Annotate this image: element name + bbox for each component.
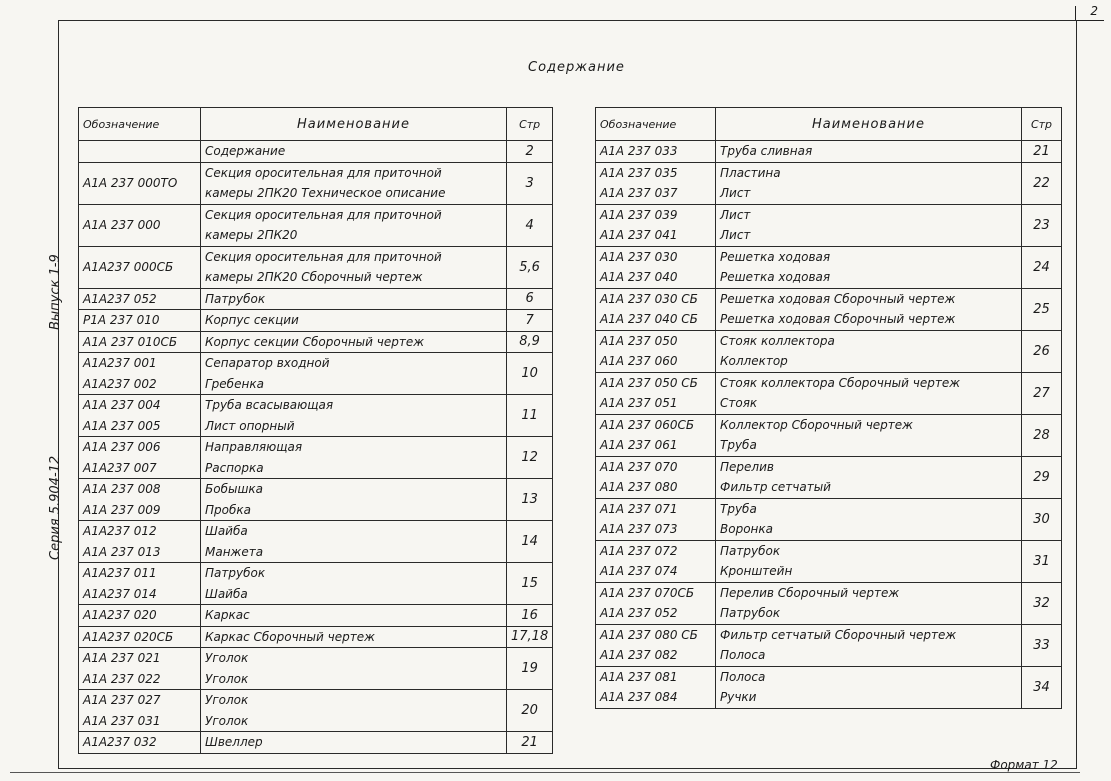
table-row bbox=[79, 246, 553, 288]
row-name: Уголок bbox=[205, 671, 249, 686]
row-page: 4 bbox=[507, 204, 553, 246]
row-code: A1A 237 082 bbox=[600, 648, 678, 662]
row-name: Перелив bbox=[720, 459, 774, 474]
frame-bottom-line bbox=[10, 772, 1080, 773]
row-code: A1A 237 080 bbox=[600, 480, 678, 494]
row-name-cell bbox=[201, 437, 507, 479]
row-page: 3 bbox=[507, 162, 553, 204]
row-page: 29 bbox=[1022, 456, 1062, 498]
row-page: 26 bbox=[1022, 330, 1062, 372]
row-name: Патрубок bbox=[205, 566, 266, 580]
table-row bbox=[596, 666, 1062, 708]
table-row bbox=[79, 141, 553, 163]
row-page: 21 bbox=[507, 732, 553, 754]
row-code: A1A 237 021 bbox=[83, 651, 161, 665]
row-code: A1A237 014 bbox=[83, 586, 157, 601]
table-row bbox=[79, 288, 553, 310]
table-row bbox=[596, 624, 1062, 666]
table-row bbox=[596, 414, 1062, 456]
row-code-cell bbox=[596, 414, 716, 456]
row-code-cell bbox=[596, 246, 716, 288]
row-name: камеры 2ПК20 bbox=[205, 228, 298, 242]
row-code: A1A 237 073 bbox=[600, 522, 678, 536]
row-code: A1A 237 004 bbox=[83, 398, 161, 412]
table-row bbox=[596, 330, 1062, 372]
row-code: A1A 237 081 bbox=[600, 669, 678, 684]
row-name: Пластина bbox=[720, 165, 781, 180]
row-code-cell bbox=[79, 521, 201, 563]
row-name: Уголок bbox=[205, 713, 249, 728]
row-name: Решетка ходовая Сборочный чертеж bbox=[720, 291, 956, 306]
row-code: A1A 237 000ТО bbox=[83, 175, 178, 190]
row-name: Кронштейн bbox=[720, 564, 793, 578]
row-code: A1A237 000СБ bbox=[83, 259, 174, 274]
row-page: 25 bbox=[1022, 288, 1062, 330]
table-row bbox=[79, 310, 553, 332]
row-name-cell bbox=[201, 353, 507, 395]
page-number: 2 bbox=[1090, 4, 1098, 18]
table-row bbox=[596, 498, 1062, 540]
row-name-cell bbox=[716, 414, 1022, 456]
row-code-cell bbox=[79, 732, 201, 754]
contents-table-right bbox=[595, 107, 1062, 709]
right-table-body bbox=[596, 141, 1062, 709]
row-name: Стояк коллектора Сборочный чертеж bbox=[720, 375, 961, 390]
row-name-cell bbox=[201, 626, 507, 648]
row-name: Каркас bbox=[205, 608, 250, 622]
row-code-cell bbox=[596, 141, 716, 163]
table-row bbox=[596, 141, 1062, 163]
row-page: 24 bbox=[1022, 246, 1062, 288]
row-name: Лист bbox=[720, 228, 751, 242]
row-code-cell bbox=[596, 582, 716, 624]
table-row bbox=[79, 479, 553, 521]
row-name: камеры 2ПК20 Сборочный чертеж bbox=[205, 270, 423, 284]
row-code: P1A 237 010 bbox=[83, 313, 160, 327]
contents-table-left bbox=[78, 107, 553, 754]
row-code: A1A 237 040 bbox=[600, 270, 678, 284]
row-code-cell bbox=[596, 624, 716, 666]
row-code: A1A237 032 bbox=[83, 735, 157, 749]
row-code: A1A237 020 bbox=[83, 608, 157, 622]
row-name: Полоса bbox=[720, 648, 766, 662]
table-row bbox=[596, 582, 1062, 624]
row-code-cell bbox=[79, 563, 201, 605]
page-title: Содержание bbox=[528, 60, 625, 75]
row-name: Лист bbox=[720, 186, 751, 200]
row-code-cell bbox=[79, 204, 201, 246]
row-code: A1A 237 041 bbox=[600, 228, 678, 242]
row-code-cell bbox=[596, 456, 716, 498]
row-name: Манжета bbox=[205, 544, 264, 559]
row-name: Швеллер bbox=[205, 735, 263, 749]
row-name-cell bbox=[201, 648, 507, 690]
row-code: A1A 237 027 bbox=[83, 693, 161, 707]
table-row bbox=[596, 246, 1062, 288]
row-name-cell bbox=[716, 204, 1022, 246]
row-page: 16 bbox=[507, 605, 553, 627]
row-name: Труба bbox=[720, 438, 757, 452]
row-name: Полоса bbox=[720, 669, 766, 684]
table-row bbox=[79, 521, 553, 563]
row-name: Содержание bbox=[205, 144, 286, 158]
header-name: Наименование bbox=[716, 108, 1022, 141]
row-name-cell bbox=[201, 141, 507, 163]
row-name: Шайба bbox=[205, 586, 248, 601]
row-name-cell bbox=[716, 141, 1022, 163]
row-name: Труба всасывающая bbox=[205, 398, 334, 412]
row-code: A1A237 052 bbox=[83, 291, 157, 306]
table-row bbox=[596, 540, 1062, 582]
row-name-cell bbox=[201, 204, 507, 246]
row-code-cell bbox=[596, 162, 716, 204]
row-code-cell bbox=[79, 437, 201, 479]
row-page: 15 bbox=[507, 563, 553, 605]
table-header bbox=[596, 108, 1062, 141]
row-code: A1A237 002 bbox=[83, 376, 157, 391]
row-name-cell bbox=[716, 582, 1022, 624]
row-name: Уголок bbox=[205, 693, 249, 707]
row-name: Сепаратор входной bbox=[205, 356, 330, 370]
row-code-cell bbox=[596, 540, 716, 582]
row-name: Перелив Сборочный чертеж bbox=[720, 585, 900, 600]
row-code-cell bbox=[79, 246, 201, 288]
row-code-cell bbox=[79, 310, 201, 332]
row-page: 12 bbox=[507, 437, 553, 479]
row-name: Фильтр сетчатый Сборочный чертеж bbox=[720, 627, 957, 642]
row-code-cell bbox=[596, 666, 716, 708]
row-name-cell bbox=[201, 162, 507, 204]
row-name-cell bbox=[201, 732, 507, 754]
table-row bbox=[79, 690, 553, 732]
row-name: Труба bbox=[720, 501, 757, 516]
row-code: A1A 237 000 bbox=[83, 217, 161, 232]
table-row bbox=[79, 563, 553, 605]
row-name: Лист опорный bbox=[205, 418, 295, 433]
row-name-cell bbox=[201, 690, 507, 732]
table-row bbox=[79, 626, 553, 648]
row-name: Патрубок bbox=[720, 543, 781, 558]
row-name: Коллектор Сборочный чертеж bbox=[720, 417, 913, 432]
table-row bbox=[596, 204, 1062, 246]
row-code: A1A 237 051 bbox=[600, 396, 678, 410]
row-name: Фильтр сетчатый bbox=[720, 480, 831, 494]
row-code-cell bbox=[79, 353, 201, 395]
row-code: A1A 237 084 bbox=[600, 690, 678, 704]
row-name: Патрубок bbox=[720, 606, 781, 620]
row-name: Воронка bbox=[720, 522, 773, 536]
row-page: 10 bbox=[507, 353, 553, 395]
row-page: 19 bbox=[507, 648, 553, 690]
row-page: 17,18 bbox=[507, 626, 553, 648]
table-row bbox=[596, 456, 1062, 498]
row-code: A1A 237 074 bbox=[600, 564, 678, 578]
row-name-cell bbox=[201, 521, 507, 563]
row-code-cell bbox=[596, 204, 716, 246]
table-row bbox=[79, 732, 553, 754]
row-name-cell bbox=[716, 624, 1022, 666]
row-name: Секция оросительная для приточной bbox=[205, 207, 442, 222]
row-code-cell bbox=[596, 498, 716, 540]
table-row bbox=[79, 204, 553, 246]
row-name: Решетка ходовая Сборочный чертеж bbox=[720, 312, 956, 326]
row-name: Каркас Сборочный чертеж bbox=[205, 629, 375, 644]
row-code: A1A237 020СБ bbox=[83, 629, 174, 644]
row-page: 23 bbox=[1022, 204, 1062, 246]
row-name: камеры 2ПК20 Техническое описание bbox=[205, 186, 446, 200]
table-row bbox=[596, 288, 1062, 330]
row-name: Бобышка bbox=[205, 482, 264, 496]
row-page: 14 bbox=[507, 521, 553, 563]
row-code: A1A 237 060 bbox=[600, 354, 678, 368]
row-name-cell bbox=[716, 456, 1022, 498]
row-name-cell bbox=[201, 395, 507, 437]
row-name-cell bbox=[201, 605, 507, 627]
row-name-cell bbox=[716, 372, 1022, 414]
row-name: Уголок bbox=[205, 651, 249, 665]
row-page: 21 bbox=[1022, 141, 1062, 163]
row-code-cell bbox=[596, 330, 716, 372]
table-row bbox=[596, 162, 1062, 204]
row-code: A1A 237 040 СБ bbox=[600, 312, 698, 326]
row-code: A1A 237 030 СБ bbox=[600, 291, 698, 306]
row-name-cell bbox=[201, 310, 507, 332]
row-code: A1A 237 060СБ bbox=[600, 417, 695, 432]
row-name: Лист bbox=[720, 207, 751, 222]
row-page: 34 bbox=[1022, 666, 1062, 708]
row-code-cell bbox=[79, 141, 201, 163]
row-page: 31 bbox=[1022, 540, 1062, 582]
row-code: A1A 237 009 bbox=[83, 502, 161, 517]
row-name: Направляющая bbox=[205, 440, 303, 454]
row-name: Гребенка bbox=[205, 376, 264, 391]
page-number-box bbox=[1075, 6, 1104, 21]
row-name: Пробка bbox=[205, 502, 251, 517]
row-page: 7 bbox=[507, 310, 553, 332]
row-code: A1A 237 037 bbox=[600, 186, 678, 200]
row-name: Решетка ходовая bbox=[720, 270, 831, 284]
header-page: Стр bbox=[1022, 108, 1062, 141]
header-page: Стр bbox=[507, 108, 553, 141]
row-code: A1A 237 022 bbox=[83, 671, 161, 686]
row-code: A1A 237 010СБ bbox=[83, 334, 178, 349]
row-page: 30 bbox=[1022, 498, 1062, 540]
row-name: Секция оросительная для приточной bbox=[205, 249, 442, 264]
row-code: A1A 237 070 bbox=[600, 459, 678, 474]
header-code: Обозначение bbox=[596, 108, 716, 141]
table-row bbox=[79, 353, 553, 395]
row-name: Распорка bbox=[205, 460, 264, 475]
row-code: A1A 237 070СБ bbox=[600, 585, 695, 600]
row-code: A1A 237 050 СБ bbox=[600, 375, 698, 390]
row-name-cell bbox=[201, 479, 507, 521]
row-code-cell bbox=[596, 372, 716, 414]
row-code: A1A237 011 bbox=[83, 566, 157, 580]
row-page: 2 bbox=[507, 141, 553, 163]
table-row bbox=[79, 162, 553, 204]
header-code: Обозначение bbox=[79, 108, 201, 141]
row-code-cell bbox=[79, 479, 201, 521]
row-name-cell bbox=[716, 288, 1022, 330]
row-code-cell bbox=[79, 690, 201, 732]
row-code: A1A 237 030 bbox=[600, 249, 678, 264]
row-code-cell bbox=[79, 605, 201, 627]
row-page: 33 bbox=[1022, 624, 1062, 666]
row-code: A1A 237 006 bbox=[83, 440, 161, 454]
side-label-issue: Выпуск 1-9 bbox=[48, 254, 63, 330]
row-code-cell bbox=[79, 162, 201, 204]
row-page: 28 bbox=[1022, 414, 1062, 456]
row-name: Секция оросительная для приточной bbox=[205, 165, 442, 180]
row-code-cell bbox=[79, 648, 201, 690]
header-name: Наименование bbox=[201, 108, 507, 141]
row-name: Труба сливная bbox=[720, 144, 813, 158]
table-row bbox=[79, 605, 553, 627]
row-code: A1A 237 050 bbox=[600, 333, 678, 348]
table-header bbox=[79, 108, 553, 141]
row-page: 8,9 bbox=[507, 331, 553, 353]
row-code: A1A 237 072 bbox=[600, 543, 678, 558]
format-label: Формат 12 bbox=[990, 758, 1058, 772]
row-name-cell bbox=[201, 288, 507, 310]
row-code: A1A 237 008 bbox=[83, 482, 161, 496]
row-name: Корпус секции Сборочный чертеж bbox=[205, 334, 425, 349]
table-row bbox=[79, 395, 553, 437]
row-name-cell bbox=[716, 246, 1022, 288]
row-page: 6 bbox=[507, 288, 553, 310]
row-code-cell bbox=[79, 331, 201, 353]
row-name: Коллектор bbox=[720, 354, 788, 368]
table-row bbox=[79, 437, 553, 479]
row-name-cell bbox=[716, 162, 1022, 204]
table-row bbox=[79, 648, 553, 690]
row-code-cell bbox=[596, 288, 716, 330]
row-name-cell bbox=[201, 246, 507, 288]
row-name: Стояк коллектора bbox=[720, 333, 835, 348]
row-code-cell bbox=[79, 395, 201, 437]
table-row bbox=[79, 331, 553, 353]
row-name-cell bbox=[716, 330, 1022, 372]
row-name-cell bbox=[201, 331, 507, 353]
row-name-cell bbox=[201, 563, 507, 605]
row-code: A1A 237 039 bbox=[600, 207, 678, 222]
row-code: A1A 237 013 bbox=[83, 544, 161, 559]
row-page: 5,6 bbox=[507, 246, 553, 288]
row-code: A1A 237 080 СБ bbox=[600, 627, 698, 642]
row-code bbox=[83, 141, 196, 162]
row-name-cell bbox=[716, 666, 1022, 708]
row-name: Корпус секции bbox=[205, 313, 299, 327]
row-code: A1A237 012 bbox=[83, 524, 157, 538]
row-code: A1A 237 061 bbox=[600, 438, 678, 452]
row-name-cell bbox=[716, 540, 1022, 582]
row-code: A1A237 001 bbox=[83, 356, 157, 370]
row-page: 32 bbox=[1022, 582, 1062, 624]
row-name: Стояк bbox=[720, 396, 758, 410]
row-code: A1A237 007 bbox=[83, 460, 157, 475]
side-label-series: Серия 5.904-12 bbox=[48, 455, 63, 560]
row-page: 20 bbox=[507, 690, 553, 732]
row-code: A1A 237 033 bbox=[600, 144, 678, 158]
row-code-cell bbox=[79, 288, 201, 310]
row-page: 22 bbox=[1022, 162, 1062, 204]
row-name: Патрубок bbox=[205, 291, 266, 306]
row-name: Решетка ходовая bbox=[720, 249, 831, 264]
row-page: 13 bbox=[507, 479, 553, 521]
row-name: Ручки bbox=[720, 690, 757, 704]
row-code-cell bbox=[79, 626, 201, 648]
row-page: 27 bbox=[1022, 372, 1062, 414]
left-table-body bbox=[79, 141, 553, 754]
row-code: A1A 237 071 bbox=[600, 501, 678, 516]
row-name: Шайба bbox=[205, 524, 248, 538]
table-row bbox=[596, 372, 1062, 414]
row-name-cell bbox=[716, 498, 1022, 540]
row-page: 11 bbox=[507, 395, 553, 437]
row-code: A1A 237 052 bbox=[600, 606, 678, 620]
row-code: A1A 237 005 bbox=[83, 418, 161, 433]
row-code: A1A 237 031 bbox=[83, 713, 161, 728]
row-code: A1A 237 035 bbox=[600, 165, 678, 180]
